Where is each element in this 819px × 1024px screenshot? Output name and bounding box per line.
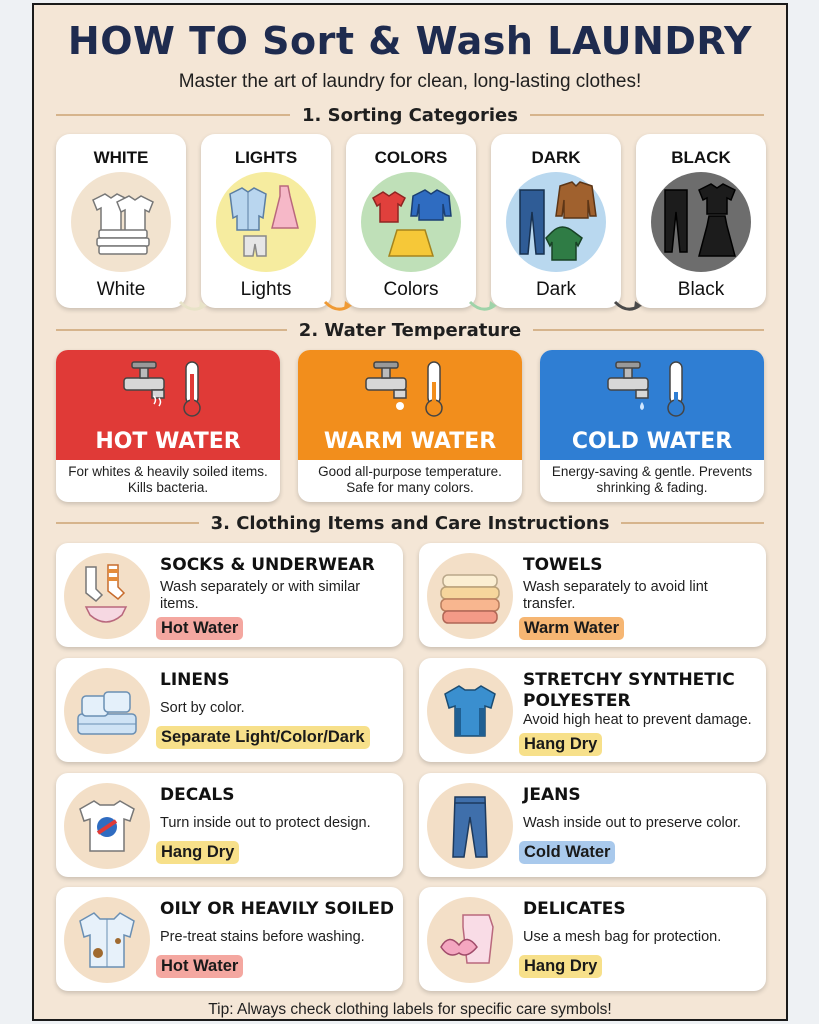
item-icon-circle (427, 783, 513, 869)
care-tag: Hot Water (156, 617, 243, 640)
dark-clothes-icon (506, 172, 606, 272)
item-icon-circle (427, 897, 513, 983)
item-icon-circle (427, 668, 513, 754)
divider (621, 522, 764, 524)
flow-arrow-icon (321, 296, 355, 316)
item-card-linens (56, 658, 403, 762)
item-icon-circle (64, 553, 150, 639)
sort-card-label: Black (677, 279, 725, 300)
sort-card-black (636, 134, 766, 308)
item-card-stretchy-synthetic (419, 658, 766, 762)
flow-arrow-icon (466, 296, 500, 316)
item-card-oily-soiled (56, 887, 403, 991)
page-subtitle: Master the art of laundry for clean, long-lasting clothes! (178, 71, 642, 92)
section-heading-temperature (56, 318, 764, 342)
sort-card-dark (491, 134, 621, 308)
item-title: OILY OR HEAVILY SOILED (160, 899, 394, 919)
temp-card-warm (298, 350, 522, 502)
sort-card-header: LIGHTS (234, 148, 298, 167)
sort-card-white (56, 134, 186, 308)
item-title: DELICATES (523, 899, 626, 919)
sort-card-circle (651, 172, 751, 272)
item-description: Wash separately to avoid lint transfer. (523, 579, 708, 612)
care-tag: Hang Dry (519, 955, 602, 978)
item-title: STRETCHY SYNTHETIC POLYESTER (523, 670, 735, 711)
item-icon-circle (64, 897, 150, 983)
white-shirts-icon (71, 172, 171, 272)
item-icon-circle (64, 668, 150, 754)
temp-name: COLD WATER (571, 429, 733, 454)
item-card-towels (419, 543, 766, 647)
sort-card-circle (71, 172, 171, 272)
item-description: Turn inside out to protect design. (160, 815, 371, 831)
care-tag: Hang Dry (519, 733, 602, 756)
item-title: LINENS (160, 670, 230, 690)
temp-card-banner (540, 350, 764, 460)
item-card-jeans (419, 773, 766, 877)
sort-card-lights (201, 134, 331, 308)
divider (56, 522, 199, 524)
sort-card-label: White (96, 279, 146, 300)
sort-card-circle (506, 172, 606, 272)
item-description: Use a mesh bag for protection. (523, 929, 722, 945)
section-title: 1. Sorting Categories (302, 104, 518, 126)
socks-underwear-icon (64, 553, 150, 639)
item-title: SOCKS & UNDERWEAR (160, 555, 375, 575)
temp-description: Energy-saving & gentle. Prevents shrinking & fading. (551, 464, 753, 495)
temp-name: HOT WATER (95, 429, 241, 454)
sort-card-header: COLORS (374, 148, 448, 167)
temp-card-banner (56, 350, 280, 460)
item-title: JEANS (523, 785, 581, 805)
temp-card-banner (298, 350, 522, 460)
sorting-categories (56, 134, 766, 310)
item-title: TOWELS (523, 555, 603, 575)
item-description: Wash separately or with similar items. (160, 579, 361, 612)
stained-shirt-icon (64, 897, 150, 983)
temp-description: For whites & heavily soiled items. Kills bacteria. (68, 464, 268, 495)
athletic-shirt-icon (427, 668, 513, 754)
item-icon-circle (64, 783, 150, 869)
care-tag: Hot Water (156, 955, 243, 978)
sort-card-label: Colors (383, 279, 439, 300)
delicates-icon (427, 897, 513, 983)
item-title: DECALS (160, 785, 235, 805)
care-tag: Warm Water (519, 617, 624, 640)
cold-faucet-thermometer-icon (602, 360, 702, 420)
item-icon-circle (427, 553, 513, 639)
divider (533, 329, 764, 331)
item-card-socks-underwear (56, 543, 403, 647)
flow-arrow-icon (611, 296, 645, 316)
sort-card-circle (216, 172, 316, 272)
temp-card-cold (540, 350, 764, 502)
item-card-decals (56, 773, 403, 877)
sort-card-circle (361, 172, 461, 272)
temp-card-hot (56, 350, 280, 502)
item-description: Wash inside out to preserve color. (523, 815, 741, 831)
light-clothes-icon (216, 172, 316, 272)
care-tag: Hang Dry (156, 841, 239, 864)
temp-description: Good all-purpose temperature. Safe for many colors. (318, 464, 502, 495)
laundry-poster (32, 3, 788, 1021)
temp-name: WARM WATER (323, 429, 497, 454)
section-title: 2. Water Temperature (298, 319, 522, 341)
page-title: HOW TO Sort & Wash LAUNDRY (67, 19, 753, 63)
sort-card-label: Lights (240, 279, 292, 300)
sort-card-header: WHITE (93, 148, 149, 167)
item-description: Avoid high heat to prevent damage. (523, 712, 752, 728)
section-title: 3. Clothing Items and Care Instructions (210, 512, 610, 534)
warm-faucet-thermometer-icon (360, 360, 460, 420)
divider (56, 329, 287, 331)
divider (530, 114, 764, 116)
care-tag: Separate Light/Color/Dark (156, 726, 370, 749)
decal-tshirt-icon (64, 783, 150, 869)
sort-card-label: Dark (535, 279, 577, 300)
linens-icon (64, 668, 150, 754)
item-card-delicates (419, 887, 766, 991)
divider (56, 114, 290, 116)
hot-faucet-thermometer-icon (118, 360, 218, 420)
section-heading-items (56, 511, 764, 535)
flow-arrow-icon (176, 296, 210, 316)
sort-card-header: DARK (531, 148, 581, 167)
towels-icon (427, 553, 513, 639)
black-clothes-icon (651, 172, 751, 272)
section-heading-sorting (56, 103, 764, 127)
sort-card-colors (346, 134, 476, 308)
footer-tip: Tip: Always check clothing labels for specific care symbols! (208, 1001, 612, 1018)
item-description: Sort by color. (160, 700, 245, 716)
item-description: Pre-treat stains before washing. (160, 929, 365, 945)
jeans-icon (427, 783, 513, 869)
colorful-clothes-icon (361, 172, 461, 272)
sort-card-header: BLACK (671, 148, 731, 167)
care-tag: Cold Water (519, 841, 615, 864)
